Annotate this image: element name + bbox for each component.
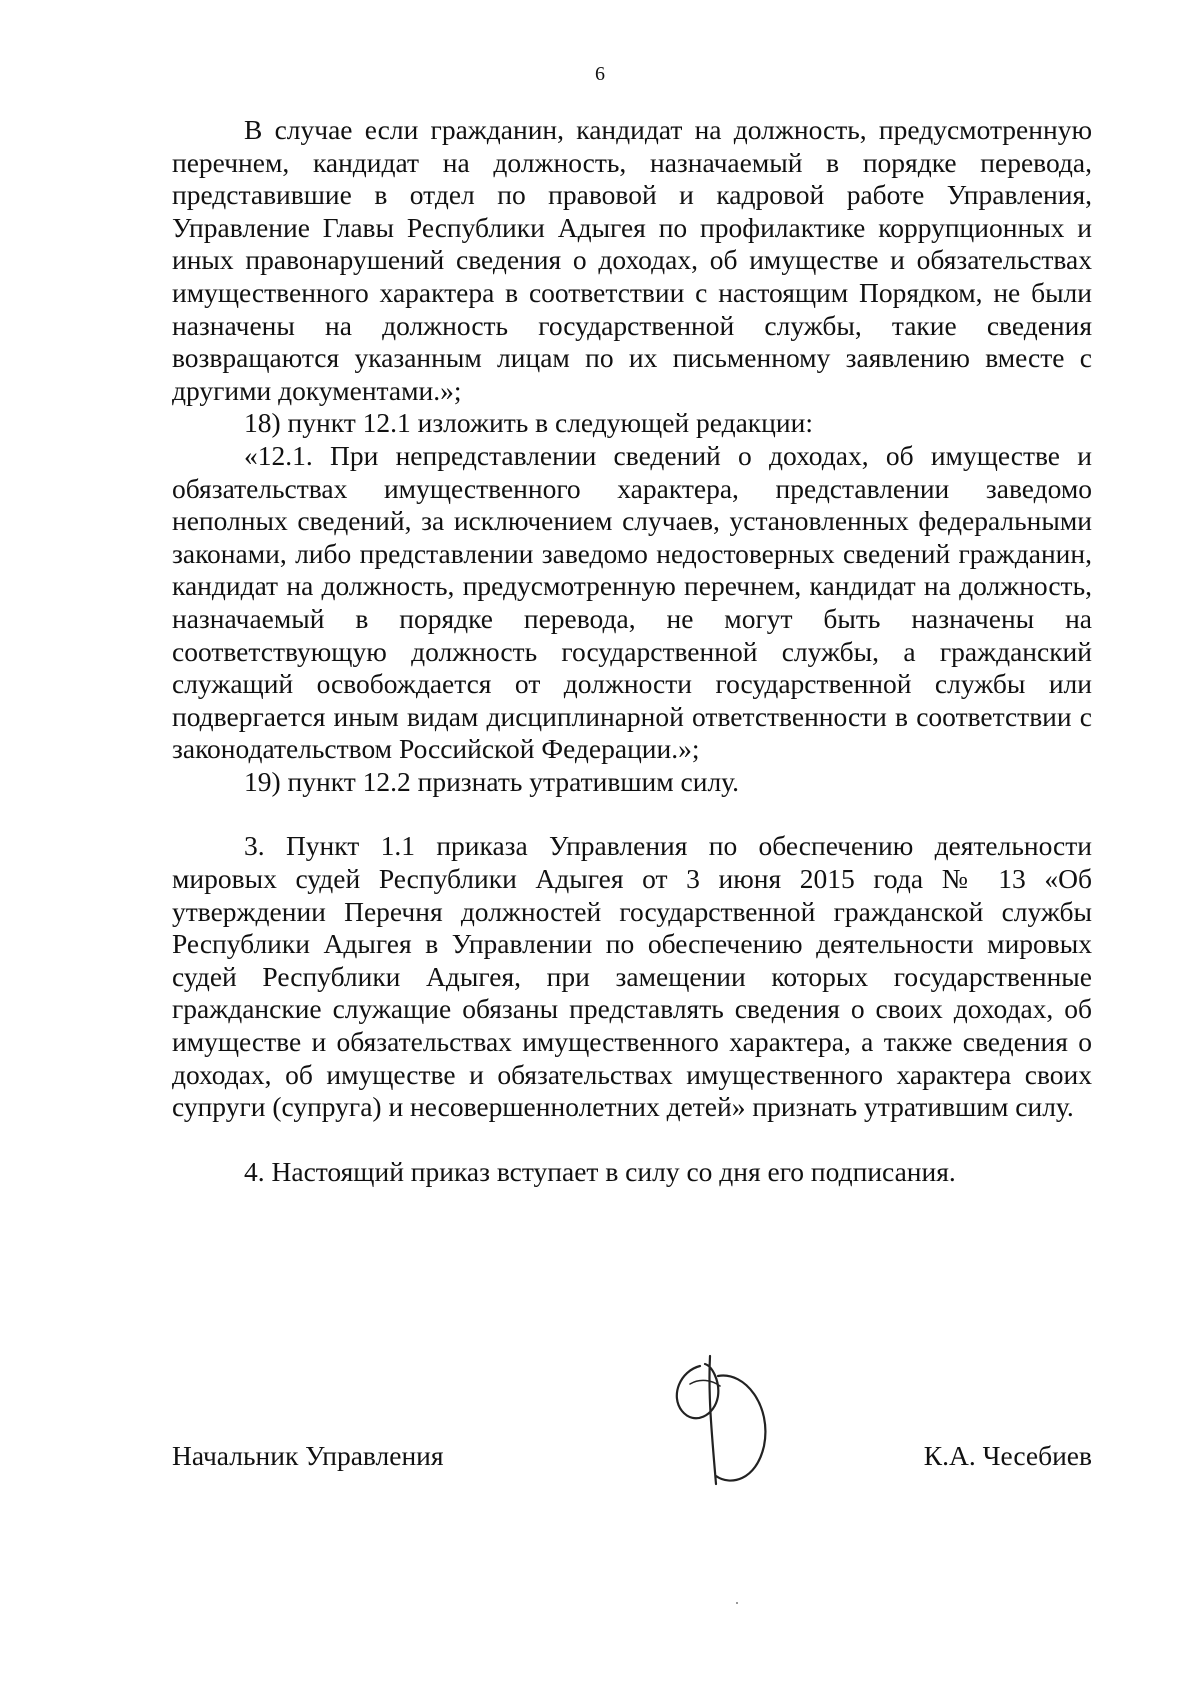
paragraph-item-18: 18) пункт 12.1 изложить в следующей редакции: <box>244 407 813 439</box>
page-number: 6 <box>595 63 605 85</box>
scan-speck <box>736 1602 738 1604</box>
signature-block <box>172 1440 1092 1480</box>
paragraph-spacer <box>172 1124 1092 1156</box>
paragraph-spacer <box>172 798 1092 830</box>
paragraph-section-4: 4. Настоящий приказ вступает в силу со дня его подписания. <box>244 1155 956 1187</box>
signer-name: К.А. Чесебиев <box>923 1440 1092 1471</box>
paragraph-clause-12-1: «12.1. При непредставлении сведений о доходах, об имуществе и обязательствах имущественного характера, представлении заведомо неполных сведений, за исключением случаев, установленных федеральными законами, либо представлении заведомо недостоверных сведений гражданин, кандидат на должность, предусмотренную перечнем, кандидат на должность, назначаемый в порядке перевода, не могут быть назначены на соответствующую должность государственной службы, а гражданский служащий освобождается от должности государственной службы или подвергается иным видам дисциплинарной ответственности в соответствии с законодательством Российской Федерации.»; <box>172 439 1092 765</box>
paragraph-item-19: 19) пункт 12.2 признать утратившим силу. <box>244 765 740 797</box>
signer-position: Начальник Управления <box>172 1440 444 1471</box>
document-body <box>172 114 1092 1188</box>
paragraph-section-3: 3. Пункт 1.1 приказа Управления по обеспечению деятельности мировых судей Республики Адыгея от 3 июня 2015 года № 13 «Об утверждении Перечня должностей государственной гражданской службы Республики Адыгея в Управлении по обеспечению деятельности мировых судей Республики Адыгея, при замещении которых государственные гражданские служащие обязаны представлять сведения о своих доходах, об имуществе и обязательствах имущественного характера, а также сведения о доходах, об имуществе и обязательствах имущественного характера своих супруги (супруга) и несовершеннолетних детей» признать утратившим силу. <box>172 830 1092 1123</box>
paragraph-return-of-declarations: В случае если гражданин, кандидат на должность, предусмотренную перечнем, кандидат на должность, назначаемый в порядке перевода, представившие в отдел по правовой и кадровой работе Управления, Управление Главы Республики Адыгея по профилактике коррупционных и иных правонарушений сведения о доходах, об имуществе и обязательствах имущественного характера в соответствии с настоящим Порядком, не были назначены на должность государственной службы, такие сведения возвращаются указанным лицам по их письменному заявлению вместе с другими документами.»; <box>172 114 1092 406</box>
